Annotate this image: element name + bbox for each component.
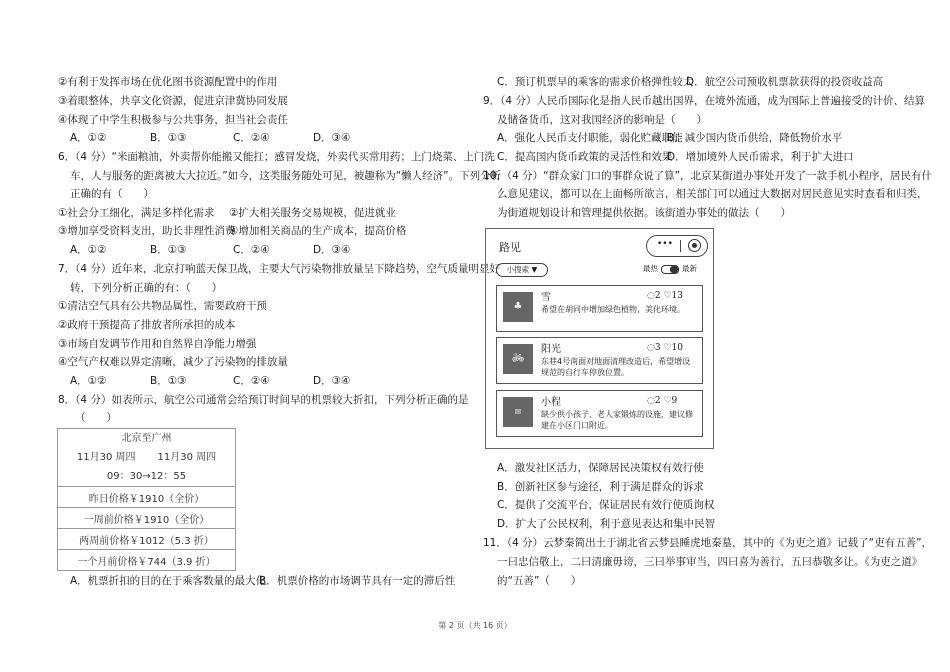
q11-stem: 11．（4 分）云梦秦简出土于湖北省云梦县睡虎地秦墓，其中的《为吏之道》记载了“吏有五善”，: [483, 537, 933, 549]
plant-icon: ♣: [503, 292, 533, 322]
q7-option-c: C．②④: [233, 375, 270, 387]
q6-stem: 6．（4 分）“米面粮油，外卖帮你能搬又能扛；感冒发烧，外卖代买常用药；上门烧菜、上门洗: [58, 151, 495, 163]
more-icon: •••: [657, 239, 673, 249]
q8-option-b: B．机票价格的市场调节具有一定的滞后性: [259, 575, 456, 587]
q10-option-d: D．扩大了公民权利，利于意见表达和集中民智: [497, 518, 716, 530]
post-stats: [647, 396, 677, 406]
q6-option-b: B．①③: [150, 244, 187, 256]
q7-item: ④空气产权难以界定清晰，减少了污染物的排放量: [58, 356, 288, 368]
date: 11月30 周四: [76, 452, 136, 463]
post-card: [496, 337, 703, 384]
q6-option-a: A．①②: [70, 244, 107, 256]
q9-option-d: D．增加境外人民币需求，利于扩大进口: [667, 151, 854, 163]
q6-stem: 正确的有（ ）: [70, 188, 154, 200]
post-stats: [647, 343, 683, 353]
page-number: 第 2 页（共 16 页）: [438, 621, 512, 630]
q6-option-c: C．②④: [233, 244, 270, 256]
q7-stem: 7．（4 分）近年来，北京打响蓝天保卫战，主要大气污染物排放量呈下降趋势，空气质量明显好: [58, 263, 500, 275]
price-row: 昨日价格￥1910（全价）: [58, 487, 236, 508]
q8-option-d: D．航空公司预收机票款获得的投资收益高: [686, 76, 884, 88]
q9-stem: 及储备货币，这对我国经济的影响是（ ）: [497, 114, 707, 126]
heart-icon: ♡: [663, 291, 672, 301]
q7-stem: 转，下列分析正确的有：（ ）: [70, 282, 223, 294]
comment-icon: ◌: [647, 291, 655, 301]
bike-icon: 🚲︎: [503, 344, 533, 374]
comment-icon: ◌: [647, 396, 655, 406]
capsule-menu: [646, 235, 708, 257]
post-card: [496, 390, 703, 437]
q6-option-d: D．③④: [313, 244, 351, 256]
like-count: 9: [671, 396, 678, 406]
q6-item: ④增加相关商品的生产成本，提高价格: [229, 225, 407, 237]
q7-option-d: D．③④: [313, 375, 351, 387]
q9-stem: 9．（4 分）人民币国际化是指人民币越出国界，在境外流通，成为国际上普遍接受的计价、结算: [483, 95, 925, 107]
q6-stem: 车，人与服务的距离被大大拉近。”如今，这类服务随处可见，被趣称为“懒人经济”。下列分析: [70, 170, 502, 182]
q7-item: ①清洁空气具有公共物品属性，需要政府干预: [58, 300, 267, 312]
post-text: 缺少供小孩子、老人家锻炼的设施，建议修建在小区门口附近。: [541, 410, 693, 430]
like-count: 10: [671, 343, 683, 353]
post-author: 阳光: [541, 344, 561, 355]
price-row: 两周前价格￥1012（5.3 折）: [58, 529, 236, 550]
q5-option-b: B．①③: [150, 132, 187, 144]
q9-option-a: A．强化人民币支付职能，弱化贮藏职能: [497, 132, 683, 144]
q6-item: ②扩大相关服务交易规模，促进就业: [229, 207, 396, 219]
q11-stem: 一曰忠信敬上，二曰清廉毋谤，三曰举事审当，四曰喜为善行，五曰恭敬多让。《为吏之道》: [497, 556, 923, 568]
q8-option-a: A．机票折扣的目的在于乘客数量的最大化: [70, 575, 267, 587]
q6-item: ③增加享受资料支出，助长非理性消费: [58, 225, 236, 237]
sort-toggle: [643, 263, 697, 275]
post-stats: [647, 291, 683, 301]
q8-stem: 8．（4 分）如表所示，航空公司通常会给预订时间早的机票较大折扣，下列分析正确的是: [58, 394, 469, 406]
post-text: 东巷4号南面对地面清理改造后，希望增设规范的自行车停放位置。: [541, 357, 691, 377]
q7-item: ③市场自发调节作用和自然界自净能力增强: [58, 338, 257, 350]
price-row: 一个月前价格￥744（3.9 折）: [58, 550, 236, 571]
comment-icon: ◌: [647, 343, 655, 353]
sort-hot-label: 最热: [643, 264, 658, 273]
q7-option-b: B．①③: [150, 375, 187, 387]
app-title: 路见: [499, 241, 521, 254]
q5-option-d: D．③④: [313, 132, 351, 144]
search-dropdown: 小搜索 ▼: [496, 263, 548, 277]
fitness-icon: ⩎: [503, 397, 533, 427]
comment-count: 2: [654, 396, 661, 406]
post-text: 希望在胡同中增加绿色植物，美化环境。: [541, 305, 685, 314]
q10-option-a: A．激发社区活力，保障居民决策权有效行使: [497, 462, 704, 474]
q5-option-a: A．①②: [70, 132, 107, 144]
comment-count: 3: [654, 343, 661, 353]
comment-count: 2: [654, 291, 661, 301]
q10-option-c: C．提供了交流平台，保证居民有效行使质询权: [497, 499, 715, 511]
q7-item: ②政府干预提高了排放者所承担的成本: [58, 319, 236, 331]
q9-option-b: B．减少国内货币供给，降低物价水平: [667, 132, 843, 144]
q10-stem: 为街道规划设计和管理提供依据。该街道办事处的做法（ ）: [497, 207, 791, 219]
q5-item: ②有利于发挥市场在优化图书资源配置中的作用: [58, 76, 278, 88]
q5-item: ④体现了中学生积极参与公共事务，担当社会责任: [58, 114, 288, 126]
q9-option-c: C．提高国内货币政策的灵活性和效果: [497, 151, 673, 163]
q10-stem: 10．（4 分）“群众家门口的事群众说了算”，北京某街道办事处开发了一款手机小程序，居民有什: [483, 170, 933, 182]
q8-stem: （ ）: [75, 412, 117, 424]
route: 北京至广州: [121, 433, 172, 444]
q10-option-b: B．创新社区参与途径，利于满足群众的诉求: [497, 481, 704, 493]
like-count: 13: [671, 291, 683, 301]
heart-icon: ♡: [663, 396, 672, 406]
post-author: 雪: [541, 292, 551, 303]
post-author: 小程: [541, 397, 561, 408]
q11-stem: 的“五善”（ ）: [497, 575, 582, 587]
q6-item: ①社会分工细化，满足多样化需求: [58, 207, 215, 219]
heart-icon: ♡: [663, 343, 672, 353]
mini-program-screenshot: [485, 228, 714, 449]
q5-option-c: C．②④: [233, 132, 270, 144]
ticket-price-table: [57, 428, 236, 571]
q5-item: ③着眼整体，共享文化资源，促进京津冀协同发展: [58, 95, 288, 107]
q8-option-c: C．预订机票早的乘客的需求价格弹性较大: [497, 76, 694, 88]
close-target-icon: [688, 239, 701, 252]
date: 11月30 周四: [157, 452, 217, 463]
post-card: [496, 285, 703, 332]
flight-time: 09：30→12：55: [106, 471, 187, 482]
q7-option-a: A．①②: [70, 375, 107, 387]
q10-stem: 么意见建议，都可以在上面畅所欲言，相关部门可以通过大数据对居民意见实时查看和归类，: [497, 188, 928, 200]
toggle-icon: [661, 265, 679, 274]
price-row: 一周前价格￥1910（全价）: [58, 508, 236, 529]
sort-new-label: 最新: [682, 264, 697, 273]
divider: [680, 240, 681, 252]
